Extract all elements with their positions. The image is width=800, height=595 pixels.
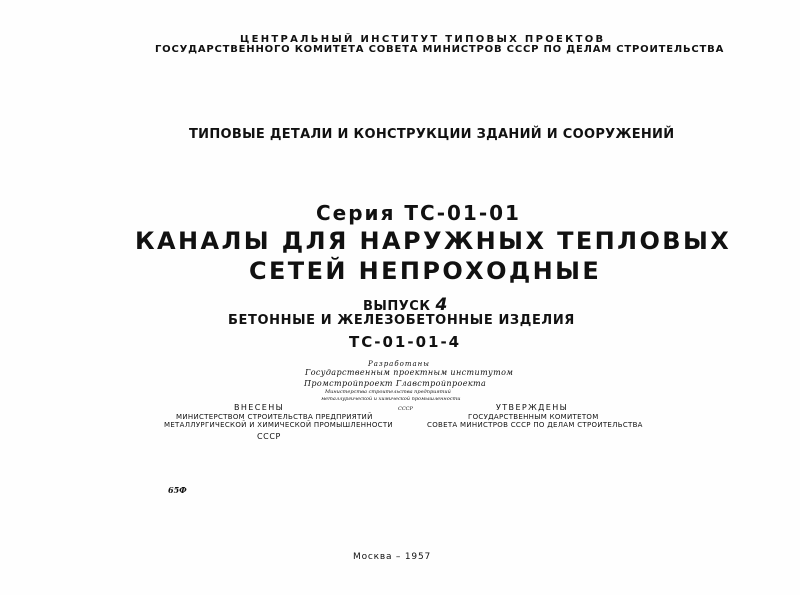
issue-subtitle: БЕТОННЫЕ И ЖЕЛЕЗОБЕТОННЫЕ ИЗДЕЛИЯ: [228, 313, 575, 328]
issue-heading: [363, 297, 448, 314]
developer-label: Разработаны: [368, 360, 430, 368]
developer-line1: Государственным проектным институтом: [305, 368, 514, 377]
series-title: Серия ТС-01-01: [316, 201, 521, 225]
developer-line5: СССР: [398, 406, 413, 412]
publication-place-year: Москва – 1957: [353, 552, 432, 562]
approved-label: УТВЕРЖДЕНЫ: [496, 403, 569, 412]
document-code: ТС-01-01-4: [349, 333, 462, 351]
issue-number: 4: [435, 295, 448, 315]
introduced-line3: СССР: [257, 432, 281, 441]
introduced-line2: МЕТАЛЛУРГИЧЕСКОЙ И ХИМИЧЕСКОЙ ПРОМЫШЛЕННОСТИ: [164, 421, 393, 429]
approved-line1: ГОСУДАРСТВЕННЫМ КОМИТЕТОМ: [468, 413, 599, 421]
approved-line2: СОВЕТА МИНИСТРОВ СССР ПО ДЕЛАМ СТРОИТЕЛЬСТВА: [427, 421, 643, 429]
main-title-line2: СЕТЕЙ НЕПРОХОДНЫЕ: [249, 257, 602, 285]
institute-name-line1: ЦЕНТРАЛЬНЫЙ ИНСТИТУТ ТИПОВЫХ ПРОЕКТОВ: [240, 34, 606, 45]
developer-line4: металлургической и химической промышленности: [321, 396, 461, 402]
main-title-line1: КАНАЛЫ ДЛЯ НАРУЖНЫХ ТЕПЛОВЫХ: [135, 227, 732, 255]
issue-label: ВЫПУСК: [363, 299, 431, 314]
subject-heading: ТИПОВЫЕ ДЕТАЛИ И КОНСТРУКЦИИ ЗДАНИЙ И СООРУЖЕНИЙ: [189, 127, 675, 142]
introduced-line1: МИНИСТЕРСТВОМ СТРОИТЕЛЬСТВА ПРЕДПРИЯТИЙ: [176, 413, 373, 421]
developer-line3: Министерства строительства предприятий: [325, 389, 451, 395]
institute-name-line2: ГОСУДАРСТВЕННОГО КОМИТЕТА СОВЕТА МИНИСТРОВ СССР ПО ДЕЛАМ СТРОИТЕЛЬСТВА: [155, 44, 725, 55]
handwritten-note: 65Ф: [168, 485, 187, 495]
introduced-label: ВНЕСЕНЫ: [234, 403, 285, 412]
developer-line2: Промстройпроект Главстройпроекта: [304, 379, 487, 388]
